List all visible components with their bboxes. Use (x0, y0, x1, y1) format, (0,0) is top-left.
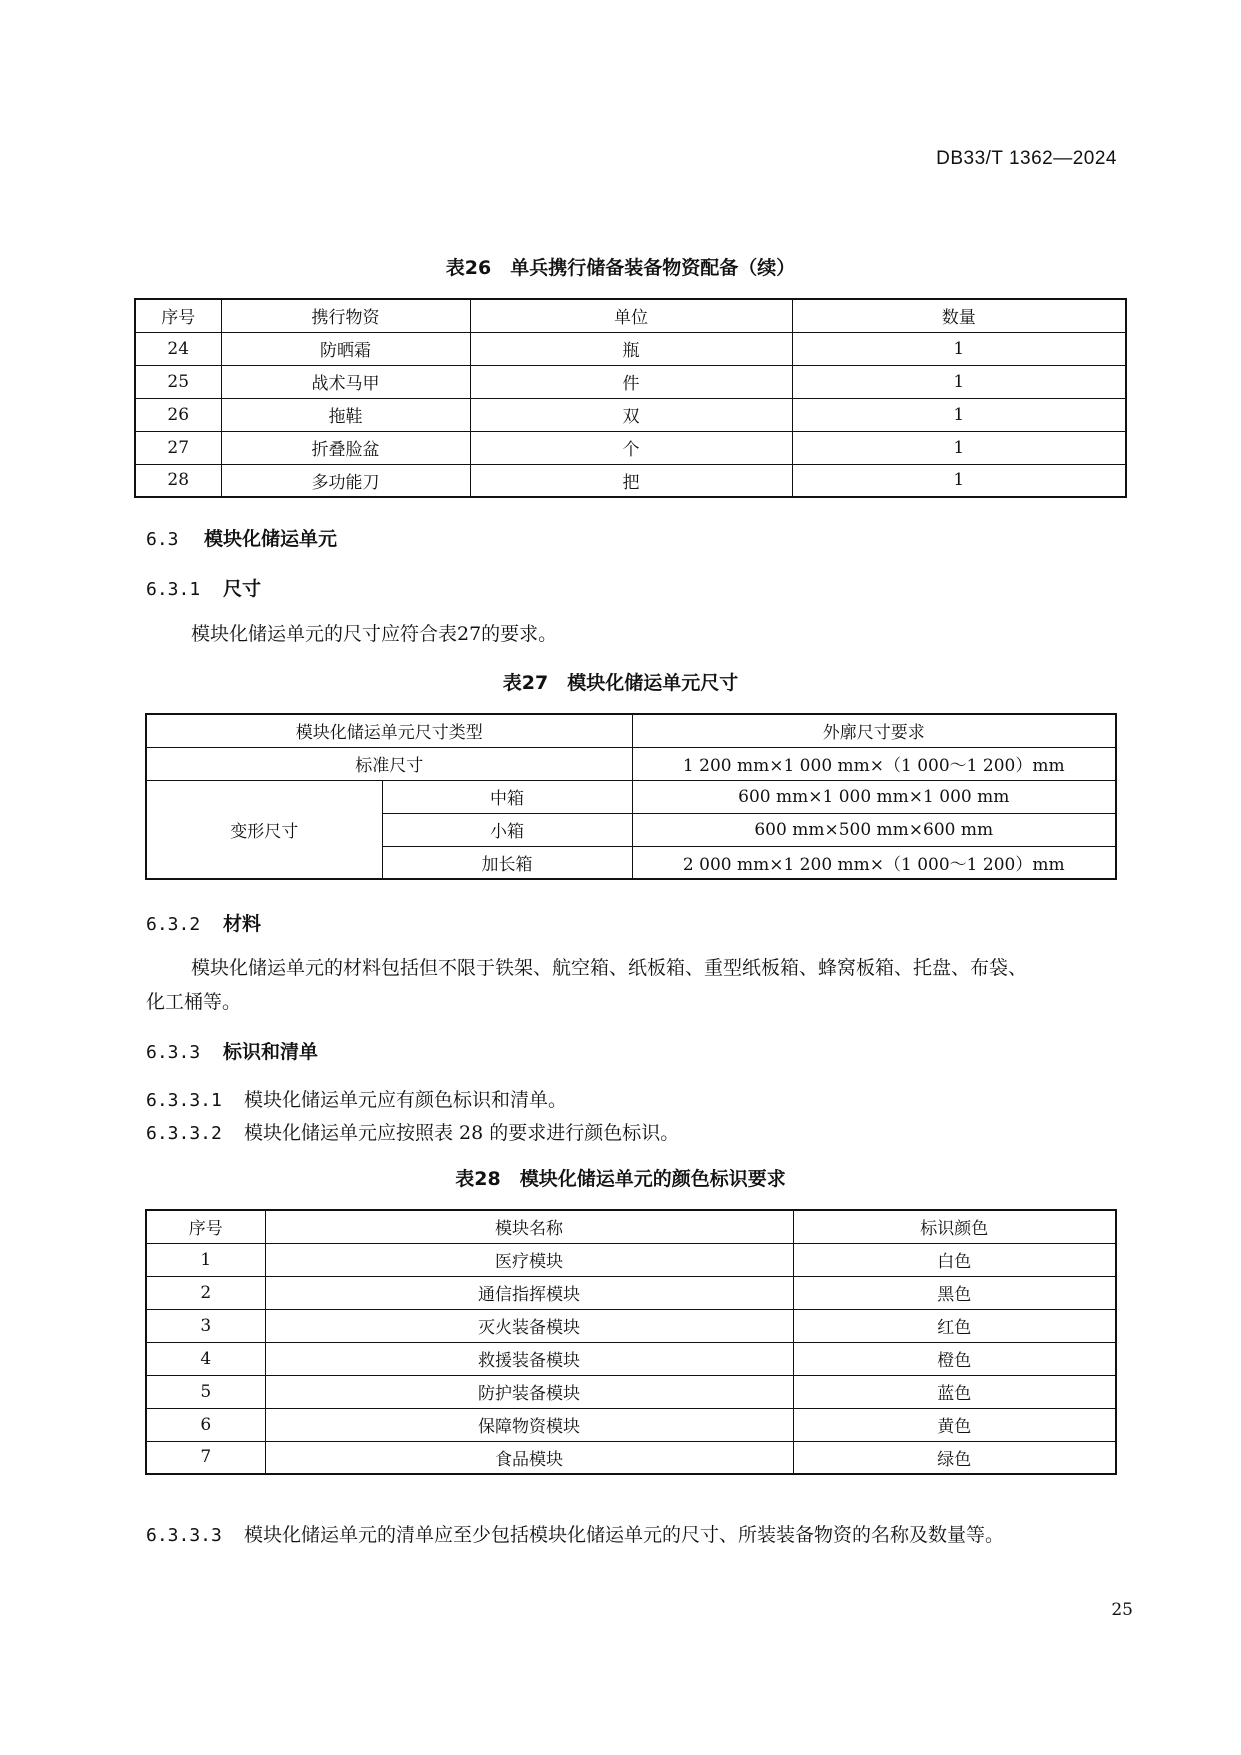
table-cell: 加长箱 (382, 846, 632, 879)
table-cell: 2 000 mm×1 200 mm×（1 000～1 200）mm (632, 846, 1116, 879)
table-cell: 橙色 (793, 1342, 1116, 1375)
table-header-cell: 模块化储运单元尺寸类型 (146, 714, 632, 747)
table-cell: 拖鞋 (221, 398, 470, 431)
table-cell: 黄色 (793, 1408, 1116, 1441)
section-title: 模块化储运单元 (204, 528, 338, 550)
table-cell: 通信指挥模块 (265, 1276, 793, 1309)
clause-text: 模块化储运单元应有颜色标识和清单。 (244, 1089, 568, 1111)
table-header-cell: 序号 (146, 1210, 265, 1243)
table-cell: 1 (146, 1243, 265, 1276)
table28 (145, 1209, 1117, 1475)
clause-text: 模块化储运单元应按照表 28 的要求进行颜色标识。 (244, 1122, 680, 1144)
table-cell: 防护装备模块 (265, 1375, 793, 1408)
table-row (146, 1342, 1116, 1375)
table-cell: 医疗模块 (265, 1243, 793, 1276)
table-cell: 26 (135, 398, 221, 431)
table-cell: 个 (470, 431, 792, 464)
table-cell: 27 (135, 431, 221, 464)
clause-6-3-3-2 (146, 1118, 679, 1145)
table-row (135, 464, 1126, 497)
section-heading-6-3-1 (146, 574, 261, 601)
table-cell: 白色 (793, 1243, 1116, 1276)
table26 (134, 298, 1127, 498)
section-title: 标识和清单 (223, 1041, 319, 1063)
section-number: 6.3.2 (146, 914, 201, 935)
table-row (146, 1441, 1116, 1474)
table-cell: 600 mm×1 000 mm×1 000 mm (632, 780, 1116, 813)
table-cell: 7 (146, 1441, 265, 1474)
table-cell: 6 (146, 1408, 265, 1441)
table-cell: 1 (792, 332, 1126, 365)
table-cell: 1 200 mm×1 000 mm×（1 000～1 200）mm (632, 747, 1116, 780)
section-heading-6-3-3 (146, 1037, 318, 1064)
table-cell: 食品模块 (265, 1441, 793, 1474)
table-cell: 绿色 (793, 1441, 1116, 1474)
table-cell: 灭火装备模块 (265, 1309, 793, 1342)
table-cell: 标准尺寸 (146, 747, 632, 780)
table-header-cell: 单位 (470, 299, 792, 332)
clause-6-3-3-3 (146, 1520, 1004, 1547)
section-title: 材料 (223, 913, 262, 935)
table-row (146, 1309, 1116, 1342)
table-cell: 把 (470, 464, 792, 497)
table-cell: 3 (146, 1309, 265, 1342)
table-row (135, 365, 1126, 398)
table-cell: 1 (792, 431, 1126, 464)
table-cell: 25 (135, 365, 221, 398)
table-cell: 瓶 (470, 332, 792, 365)
table-row (135, 398, 1126, 431)
clause-text: 模块化储运单元的清单应至少包括模块化储运单元的尺寸、所装装备物资的名称及数量等。 (244, 1524, 1005, 1546)
table-cell: 4 (146, 1342, 265, 1375)
table-cell: 2 (146, 1276, 265, 1309)
table-header-cell: 标识颜色 (793, 1210, 1116, 1243)
table-row (146, 1243, 1116, 1276)
table-row (146, 1375, 1116, 1408)
table-row (146, 780, 1116, 813)
section-heading-6-3 (146, 524, 337, 551)
table-header-row (135, 299, 1126, 332)
table-header-row (146, 1210, 1116, 1243)
paragraph-line: 模块化储运单元的材料包括但不限于铁架、航空箱、纸板箱、重型纸板箱、蜂窝板箱、托盘、布袋、 (191, 957, 1028, 979)
table-cell: 保障物资模块 (265, 1408, 793, 1441)
table-cell: 1 (792, 464, 1126, 497)
section-heading-6-3-2 (146, 909, 261, 936)
table-cell: 1 (792, 398, 1126, 431)
page-number: 25 (1111, 1600, 1133, 1620)
section-number: 6.3 (146, 529, 179, 550)
table-header-cell: 模块名称 (265, 1210, 793, 1243)
table-header-cell: 外廓尺寸要求 (632, 714, 1116, 747)
clause-number: 6.3.3.1 (146, 1090, 222, 1111)
section-title: 尺寸 (223, 578, 262, 600)
table-cell: 多功能刀 (221, 464, 470, 497)
table-cell: 28 (135, 464, 221, 497)
clause-number: 6.3.3.2 (146, 1123, 222, 1144)
paragraph: 模块化储运单元的尺寸应符合表27的要求。 (191, 623, 558, 645)
table-cell: 双 (470, 398, 792, 431)
standard-code: DB33/T 1362—2024 (936, 148, 1117, 169)
table-cell: 中箱 (382, 780, 632, 813)
table-header-cell: 携行物资 (221, 299, 470, 332)
clause-6-3-3-1 (146, 1085, 567, 1112)
table-cell: 600 mm×500 mm×600 mm (632, 813, 1116, 846)
table-row (146, 1276, 1116, 1309)
table28-caption: 表28 模块化储运单元的颜色标识要求 (455, 1168, 786, 1190)
table-cell: 救援装备模块 (265, 1342, 793, 1375)
section-number: 6.3.3 (146, 1042, 201, 1063)
table26-caption: 表26 单兵携行储备装备物资配备（续） (445, 257, 796, 279)
table-header-row (146, 714, 1116, 747)
table-header-cell: 序号 (135, 299, 221, 332)
table-cell: 战术马甲 (221, 365, 470, 398)
table-cell: 件 (470, 365, 792, 398)
table-cell: 24 (135, 332, 221, 365)
table-header-cell: 数量 (792, 299, 1126, 332)
clause-number: 6.3.3.3 (146, 1525, 222, 1546)
table-cell: 红色 (793, 1309, 1116, 1342)
table-cell: 5 (146, 1375, 265, 1408)
table-cell: 黑色 (793, 1276, 1116, 1309)
table-cell: 折叠脸盆 (221, 431, 470, 464)
paragraph-line: 化工桶等。 (146, 991, 242, 1013)
table27-caption: 表27 模块化储运单元尺寸 (502, 672, 739, 694)
table-row (135, 332, 1126, 365)
table-row (135, 431, 1126, 464)
table-cell: 变形尺寸 (146, 780, 382, 879)
section-number: 6.3.1 (146, 579, 201, 600)
table-cell: 小箱 (382, 813, 632, 846)
table-cell: 防晒霜 (221, 332, 470, 365)
table-row (146, 747, 1116, 780)
table-cell: 1 (792, 365, 1126, 398)
table27 (145, 713, 1117, 880)
table-cell: 蓝色 (793, 1375, 1116, 1408)
table-row (146, 1408, 1116, 1441)
